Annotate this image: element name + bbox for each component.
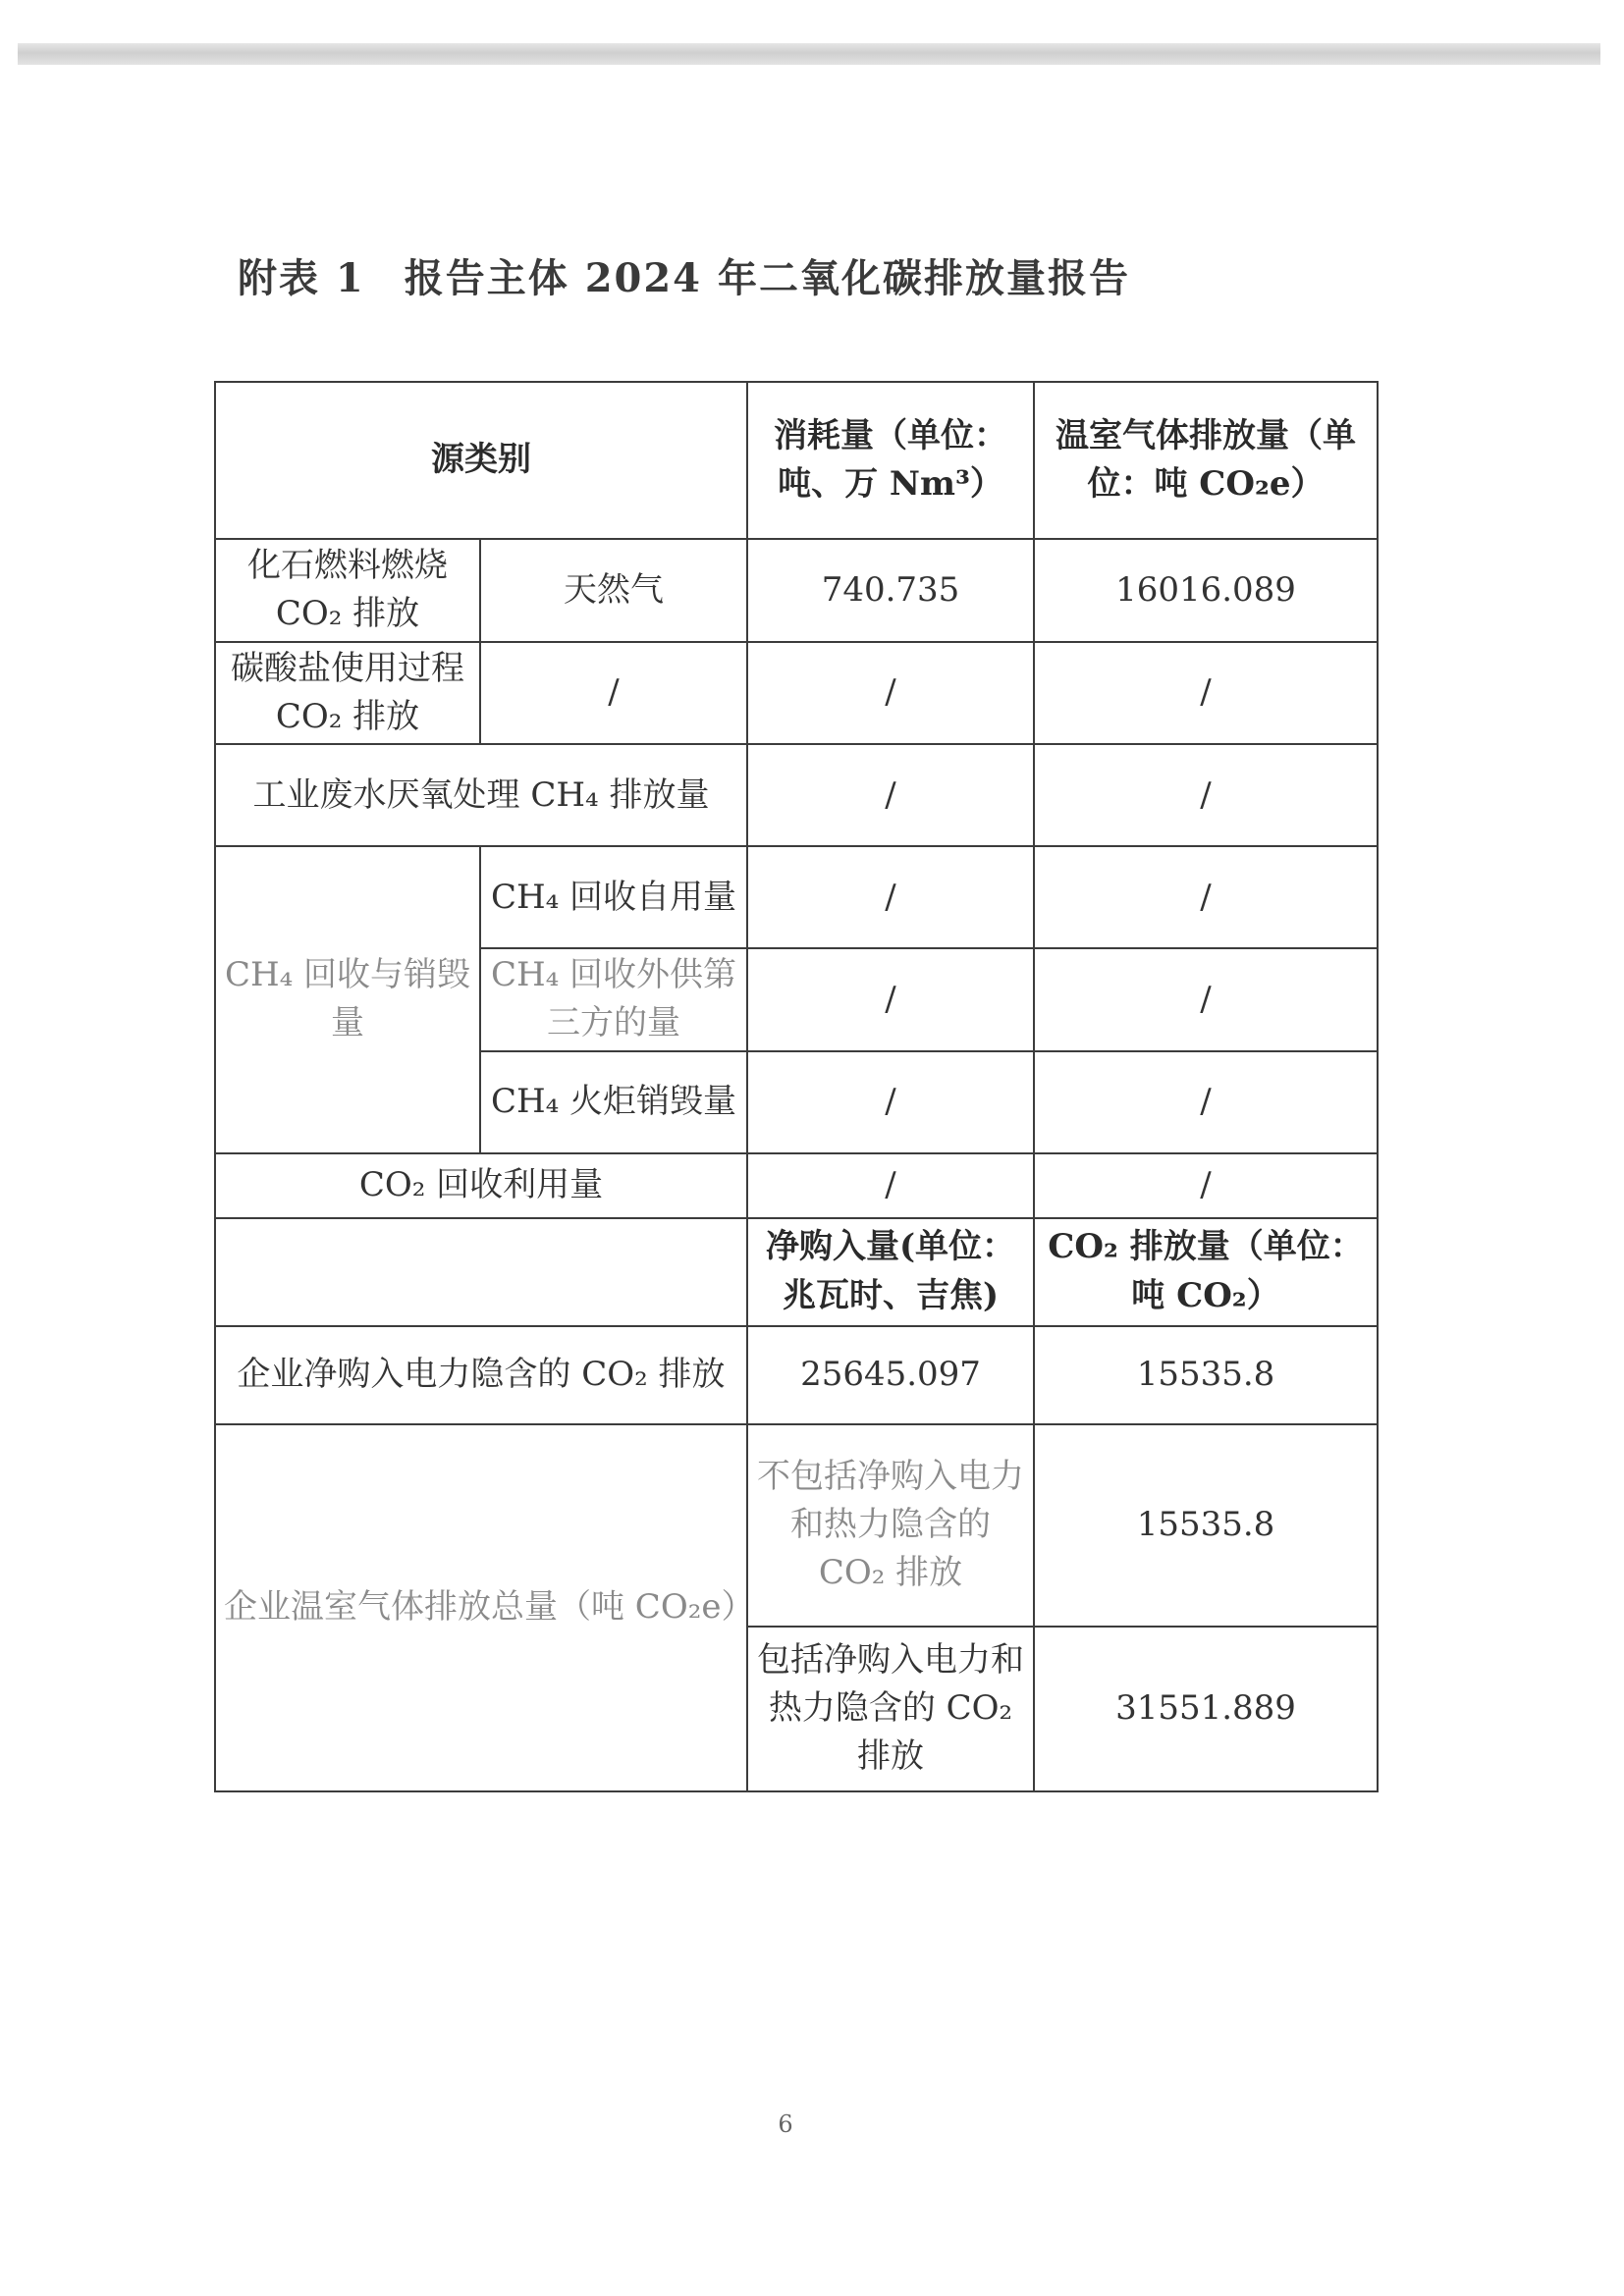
- table-header-row: [215, 382, 1378, 539]
- table-title: [238, 247, 1130, 303]
- table-row-fossil: [215, 539, 1378, 642]
- header-ghg-emission: 温室气体排放量（单位：吨 CO₂e）: [1034, 382, 1378, 539]
- table-row-electricity: [215, 1326, 1378, 1424]
- wastewater-category: 工业废水厌氧处理 CH₄ 排放量: [215, 744, 747, 846]
- co2-recovery-emission: /: [1034, 1153, 1378, 1218]
- total-including-label: 包括净购入电力和热力隐含的 CO₂ 排放: [747, 1627, 1034, 1791]
- table-row-total-excluding: [215, 1424, 1378, 1627]
- table-row-wastewater: [215, 744, 1378, 846]
- fossil-consumption: 740.735: [747, 539, 1034, 642]
- electricity-category: 企业净购入电力隐含的 CO₂ 排放: [215, 1326, 747, 1424]
- electricity-net-purchase: 25645.097: [747, 1326, 1034, 1424]
- ch4-external-emission: /: [1034, 948, 1378, 1051]
- ch4-recovery-category: CH₄ 回收与销毁量: [215, 846, 480, 1153]
- table-header-row-2: [215, 1218, 1378, 1326]
- electricity-emission: 15535.8: [1034, 1326, 1378, 1424]
- fossil-category: 化石燃料燃烧 CO₂ 排放: [215, 539, 480, 642]
- ch4-self-use-consumption: /: [747, 846, 1034, 948]
- total-excluding-value: 15535.8: [1034, 1424, 1378, 1627]
- table-title-label: 附表 1: [238, 255, 365, 301]
- carbonate-category: 碳酸盐使用过程 CO₂ 排放: [215, 642, 480, 745]
- total-category: 企业温室气体排放总量（吨 CO₂e）: [215, 1424, 747, 1791]
- table-row-co2-recovery: [215, 1153, 1378, 1218]
- total-excluding-label: 不包括净购入电力和热力隐含的 CO₂ 排放: [747, 1424, 1034, 1627]
- header-co2-emission: CO₂ 排放量（单位：吨 CO₂）: [1034, 1218, 1378, 1326]
- ch4-flare-emission: /: [1034, 1051, 1378, 1153]
- fossil-emission: 16016.089: [1034, 539, 1378, 642]
- ch4-flare-label: CH₄ 火炬销毁量: [480, 1051, 747, 1153]
- co2-recovery-category: CO₂ 回收利用量: [215, 1153, 747, 1218]
- carbonate-consumption: /: [747, 642, 1034, 745]
- header-source-category: 源类别: [215, 382, 747, 539]
- co2-recovery-consumption: /: [747, 1153, 1034, 1218]
- carbonate-emission: /: [1034, 642, 1378, 745]
- table-row-ch4-self-use: [215, 846, 1378, 948]
- wastewater-emission: /: [1034, 744, 1378, 846]
- table-title-text: 报告主体 2024 年二氧化碳排放量报告: [404, 255, 1130, 301]
- ch4-external-label: CH₄ 回收外供第三方的量: [480, 948, 747, 1051]
- ch4-external-consumption: /: [747, 948, 1034, 1051]
- emission-report-table: [214, 381, 1379, 1792]
- scan-edge-bar: [18, 43, 1600, 65]
- header2-blank: [215, 1218, 747, 1326]
- ch4-flare-consumption: /: [747, 1051, 1034, 1153]
- header-consumption: 消耗量（单位：吨、万 Nm³）: [747, 382, 1034, 539]
- page-number: 6: [778, 2110, 793, 2138]
- total-including-value: 31551.889: [1034, 1627, 1378, 1791]
- wastewater-consumption: /: [747, 744, 1034, 846]
- table-row-carbonate: [215, 642, 1378, 745]
- header-net-purchase: 净购入量(单位：兆瓦时、吉焦): [747, 1218, 1034, 1326]
- ch4-self-use-label: CH₄ 回收自用量: [480, 846, 747, 948]
- carbonate-sub: /: [480, 642, 747, 745]
- ch4-self-use-emission: /: [1034, 846, 1378, 948]
- fossil-sub: 天然气: [480, 539, 747, 642]
